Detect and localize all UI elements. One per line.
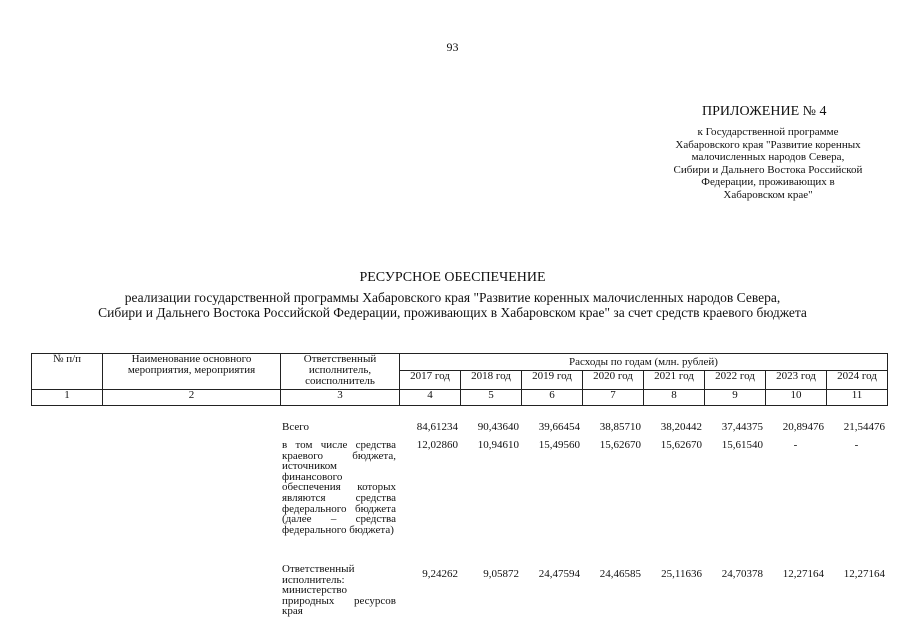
header-year: 2023 год bbox=[766, 371, 827, 390]
column-number: 3 bbox=[281, 390, 400, 406]
column-number: 1 bbox=[32, 390, 103, 406]
document-subtitle-line-1: реализации государственной программы Хабаровского края "Развитие коренных малочисленных народов Севера, bbox=[124, 290, 781, 305]
header-name: Наименование основного мероприятия, мероприятия bbox=[103, 354, 281, 390]
executor-cell: Всего bbox=[282, 421, 309, 433]
document-subtitle-line-2: Сибири и Дальнего Востока Российской Федерации, проживающих в Хабаровском крае" за счет средств краевого бюджета bbox=[98, 305, 807, 320]
header-number: № п/п bbox=[32, 354, 103, 390]
value-cell: 15,62670 bbox=[599, 439, 641, 451]
header-executor: Ответственный исполнитель, соисполнитель bbox=[281, 354, 400, 390]
column-number: 9 bbox=[705, 390, 766, 406]
column-number: 2 bbox=[103, 390, 281, 406]
value-cell: 10,94610 bbox=[477, 439, 519, 451]
header-year: 2018 год bbox=[461, 371, 522, 390]
table-row bbox=[31, 422, 887, 440]
document-title: РЕСУРСНОЕ ОБЕСПЕЧЕНИЕ bbox=[359, 270, 546, 285]
page-number: 93 bbox=[446, 40, 459, 54]
header-year: 2021 год bbox=[644, 371, 705, 390]
table-row bbox=[31, 564, 887, 617]
value-cell: 38,20442 bbox=[660, 421, 702, 433]
column-number: 7 bbox=[583, 390, 644, 406]
appendix-subtitle-line: Хабаровском крае" bbox=[723, 188, 813, 201]
executor-cell: в том числе средства краевого бюджета, источником финансового обеспечения которых являются средства федерального бюджета (далее – средства федерального бюджета) bbox=[282, 439, 396, 536]
value-cell: 24,46585 bbox=[599, 568, 641, 580]
column-number: 11 bbox=[827, 390, 888, 406]
table-row bbox=[31, 440, 887, 564]
value-cell: 37,44375 bbox=[721, 421, 763, 433]
header-year: 2022 год bbox=[705, 371, 766, 390]
value-cell: 15,62670 bbox=[660, 439, 702, 451]
appendix-subtitle-line: Федерации, проживающих в bbox=[701, 176, 835, 189]
resource-table-body bbox=[31, 422, 887, 617]
column-number: 4 bbox=[400, 390, 461, 406]
appendix-subtitle-line: Сибири и Дальнего Востока Российской bbox=[673, 163, 863, 176]
value-cell: 20,89476 bbox=[782, 421, 824, 433]
appendix-subtitle bbox=[650, 126, 886, 202]
value-cell: - bbox=[854, 439, 859, 451]
appendix-subtitle-line: к Государственной программе bbox=[697, 126, 839, 138]
value-cell: 90,43640 bbox=[477, 421, 519, 433]
resource-table-header bbox=[31, 353, 888, 406]
column-number: 8 bbox=[644, 390, 705, 406]
header-expenses: Расходы по годам (млн. рублей) bbox=[400, 354, 888, 371]
header-year: 2019 год bbox=[522, 371, 583, 390]
value-cell: 9,05872 bbox=[483, 568, 519, 580]
executor-cell: Ответственный исполнитель: министерство природных ресурсов края bbox=[282, 563, 396, 618]
value-cell: 21,54476 bbox=[843, 421, 885, 433]
appendix-subtitle-line: Хабаровского края "Развитие коренных bbox=[675, 138, 861, 151]
value-cell: 15,49560 bbox=[538, 439, 580, 451]
column-number: 5 bbox=[461, 390, 522, 406]
value-cell: 84,61234 bbox=[416, 421, 458, 433]
value-cell: 15,61540 bbox=[721, 439, 763, 451]
header-year: 2024 год bbox=[827, 371, 888, 390]
value-cell: 24,47594 bbox=[538, 568, 580, 580]
appendix-title: ПРИЛОЖЕНИЕ № 4 bbox=[702, 104, 827, 119]
value-cell: 39,66454 bbox=[538, 421, 580, 433]
value-cell: 24,70378 bbox=[721, 568, 763, 580]
column-number: 6 bbox=[522, 390, 583, 406]
header-year: 2020 год bbox=[583, 371, 644, 390]
value-cell: - bbox=[793, 439, 798, 451]
value-cell: 12,02860 bbox=[416, 439, 458, 451]
appendix-subtitle-line: малочисленных народов Севера, bbox=[691, 151, 845, 164]
value-cell: 12,27164 bbox=[843, 568, 885, 580]
value-cell: 9,24262 bbox=[422, 568, 458, 580]
header-year: 2017 год bbox=[400, 371, 461, 390]
value-cell: 38,85710 bbox=[599, 421, 641, 433]
column-number: 10 bbox=[766, 390, 827, 406]
value-cell: 25,11636 bbox=[661, 568, 702, 580]
value-cell: 12,27164 bbox=[782, 568, 824, 580]
